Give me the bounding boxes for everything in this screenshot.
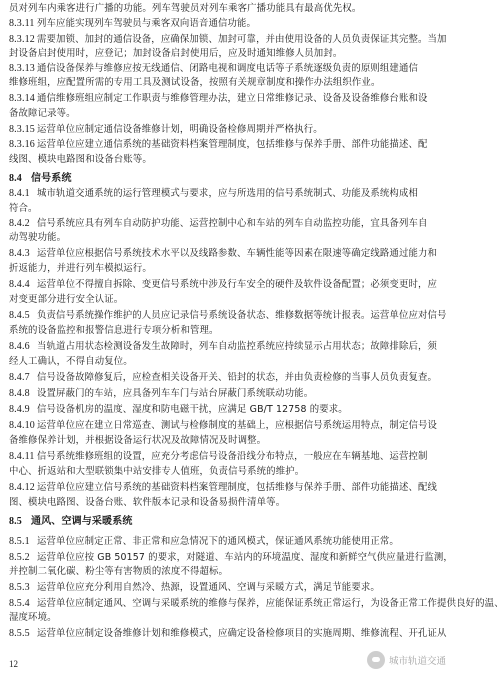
clause-number: 8.5.2 xyxy=(9,552,30,563)
paragraph-line xyxy=(9,93,457,105)
clause-text: 当轨道占用状态检测设备发生故障时，列车自动监控系统应持续显示占用状态；故障排除后，须 xyxy=(37,341,438,352)
clause-text: 中心、折返站和大型联锁集中站安排专人值班，负责信号系统的维护。 xyxy=(9,466,305,477)
clause-text: 负责信号系统操作维护的人员应记录信号系统设备状态、维修数据等统计报表。运营单位应对信号 xyxy=(37,310,447,321)
paragraph-line xyxy=(9,108,457,120)
clause-number: 8.4.11 xyxy=(9,451,35,462)
paragraph-line xyxy=(9,466,457,478)
clause-text: 运营单位应按 GB 50157 的要求，对隧道、车站内的环境温度、湿度和新鲜空气供应量进行监测， xyxy=(37,552,453,563)
clause-text: 运营单位不得擅自拆除、变更信号系统中涉及行车安全的硬件及软件设备配置；必须变更时，应 xyxy=(37,279,438,290)
clause-text: 对变更部分进行安全认证。 xyxy=(9,294,124,305)
clause-number: 8.5.3 xyxy=(9,582,30,593)
clause-number: 8.4.9 xyxy=(9,404,30,415)
clause-number: 8.4.2 xyxy=(9,218,30,229)
paragraph-line xyxy=(9,3,457,15)
paragraph-line xyxy=(9,248,457,260)
clause-text: 运营单位应充分利用自然冷、热源，设置通风、空调与采暖方式，满足节能要求。 xyxy=(37,582,380,593)
clause-number: 8.4.4 xyxy=(9,279,30,290)
paragraph-line xyxy=(9,628,457,640)
paragraph-line xyxy=(9,63,457,75)
clause-number: 8.5.5 xyxy=(9,628,30,639)
clause-text: 运营单位应制定正常、非正常和应急情况下的通风模式，保证通风系统功能使用正常。 xyxy=(37,536,399,547)
paragraph-line xyxy=(9,598,504,610)
clause-text: 列车应能实现列车驾驶员与乘客双向语音通信功能。 xyxy=(37,18,257,29)
clause-number: 8.3.13 xyxy=(9,63,35,74)
clause-text: 运营单位应建立信号系统的基础资料档案管理制度，包括维修与保养手册、部件功能描述、配线 xyxy=(37,482,438,493)
clause-text: 备故障记录等。 xyxy=(9,108,76,119)
clause-text: 动驾驶功能。 xyxy=(9,232,67,243)
paragraph-line xyxy=(9,188,457,200)
clause-number: 8.4 xyxy=(9,173,22,184)
paragraph-line xyxy=(9,451,457,463)
paragraph-line xyxy=(9,218,457,230)
clause-text: 维修班组，应配置所需的专用工具及测试设备，按照有关规章制度和操作办法组织作业。 xyxy=(9,77,381,88)
clause-text: 系统的设备监控和报警信息进行专项分析和管理。 xyxy=(9,325,219,336)
paragraph-line xyxy=(9,232,457,244)
paragraph-line xyxy=(9,435,457,447)
clause-number: 8.4.7 xyxy=(9,372,30,383)
clause-number: 8.4.1 xyxy=(9,188,30,199)
clause-text: 湿度环境。 xyxy=(9,612,57,623)
paragraph-line xyxy=(9,124,457,136)
clause-text: 需要加锁、加封的通信设备，应确保加锁、加封可靠，并由使用设备的人员负责保证其完整。当加 xyxy=(37,34,447,45)
clause-text: 城市轨道交通系统的运行管理模式与要求，应与所选用的信号系统制式、功能及系统构成相 xyxy=(37,188,419,199)
paragraph-line xyxy=(9,420,457,432)
clause-text: 信号设备故障修复后，应检查相关设备开关、铅封的状态，并由负责检修的当事人员负责复查。 xyxy=(37,372,438,383)
paragraph-line xyxy=(9,612,457,624)
clause-text: 员对列车内乘客进行广播的功能。列车驾驶员对列车乘客广播功能具有最高优先权。 xyxy=(9,3,362,14)
paragraph-line xyxy=(9,310,457,322)
clause-number: 8.5 xyxy=(9,516,22,527)
page-number: 12 xyxy=(9,659,18,669)
paragraph-line xyxy=(9,77,457,89)
paragraph-line xyxy=(9,404,457,416)
clause-number: 8.4.12 xyxy=(9,482,35,493)
clause-text: 通信维修班组应制定工作职责与维修管理办法，建立日常维修记录、设备及设备维修台账和设 xyxy=(37,93,428,104)
paragraph-line xyxy=(9,482,457,494)
clause-text: 线图、模块电路图和设备台账等。 xyxy=(9,154,152,165)
clause-text: 信号设备机房的温度、湿度和防电磁干扰，应满足 GB/T 12758 的要求。 xyxy=(37,404,348,415)
clause-number: 8.3.14 xyxy=(9,93,35,104)
clause-text: 运营单位应在建立日常巡查、测试与检修制度的基础上，应根据信号系统运用特点，制定信号设 xyxy=(37,420,438,431)
paragraph-line xyxy=(9,356,457,368)
paragraph-line xyxy=(9,372,457,384)
clause-text: 封设备启封使用时，应登记；加封设备启封使用后，应及时通知维修人员加封。 xyxy=(9,48,343,59)
paragraph-line xyxy=(9,566,457,578)
paragraph-line xyxy=(9,341,457,353)
clause-text: 并控制二氧化碳、粉尘等有害物质的浓度不得超标。 xyxy=(9,566,229,577)
clause-number: 8.3.11 xyxy=(9,18,35,29)
clause-number: 8.5.4 xyxy=(9,598,30,609)
paragraph-line xyxy=(9,325,457,337)
wechat-logo-icon xyxy=(367,651,385,669)
paragraph-line xyxy=(9,34,457,46)
clause-number: 8.4.8 xyxy=(9,388,30,399)
clause-number: 8.3.16 xyxy=(9,139,35,150)
clause-text: 折返能力，并进行列车模拟运行。 xyxy=(9,263,152,274)
paragraph-line xyxy=(9,582,457,594)
paragraph-line xyxy=(9,263,457,275)
paragraph-line xyxy=(9,294,457,306)
section-heading xyxy=(9,173,457,185)
paragraph-line xyxy=(9,139,457,151)
clause-text: 运营单位应制定设备维修计划和维修模式，应确定设备检修项目的实施周期、维修流程、开孔证从 xyxy=(37,628,447,639)
clause-number: 8.4.3 xyxy=(9,248,30,259)
paragraph-line xyxy=(9,279,457,291)
clause-text: 运营单位应制定通信设备维修计划，明确设备检修周期并严格执行。 xyxy=(37,124,323,135)
paragraph-line xyxy=(9,18,457,30)
clause-text: 信号系统 xyxy=(31,173,72,184)
clause-number: 8.4.10 xyxy=(9,420,35,431)
clause-text: 符合。 xyxy=(9,203,38,214)
paragraph-line xyxy=(9,536,457,548)
clause-text: 运营单位应根据信号系统技术水平以及线路参数、车辆性能等因素在限速等确定线路通过能力和 xyxy=(37,248,438,259)
clause-number: 8.4.6 xyxy=(9,341,30,352)
paragraph-line xyxy=(9,48,457,60)
clause-number: 8.3.15 xyxy=(9,124,35,135)
clause-text: 图、模块电路图、设备台账、软件版本记录和设备易损件清单等。 xyxy=(9,497,286,508)
clause-text: 备维修保养计划，并根据设备运行状况及故障情况及时调整。 xyxy=(9,435,267,446)
watermark xyxy=(367,650,463,670)
clause-text: 设置屏蔽门的车站，应具备列车车门与站台屏蔽门系统联动功能。 xyxy=(37,388,314,399)
clause-number: 8.4.5 xyxy=(9,310,30,321)
paragraph-line xyxy=(9,203,457,215)
paragraph-line xyxy=(9,154,457,166)
clause-text: 通风、空调与采暖系统 xyxy=(31,516,133,527)
clause-number: 8.3.12 xyxy=(9,34,35,45)
clause-text: 通信设备保养与维修应按无线通信、闭路电视和调度电话等子系统逐级负责的原则组建通信 xyxy=(37,63,419,74)
clause-number: 8.5.1 xyxy=(9,536,30,547)
paragraph-line xyxy=(9,497,457,509)
clause-text: 运营单位应建立通信系统的基础资料档案管理制度，包括维修与保养手册、部件功能描述、配 xyxy=(37,139,428,150)
clause-text: 运营单位应制定通风、空调与采暖系统的维修与保养，应能保证系统正常运行，为设备正常工作提供良好的温、 xyxy=(37,598,504,609)
paragraph-line xyxy=(9,552,457,564)
section-heading xyxy=(9,516,457,528)
watermark-text: 城市轨道交通 xyxy=(389,656,447,667)
paragraph-line xyxy=(9,388,457,400)
clause-text: 信号系统维修班组的设置，应充分考虑信号设备沿线分布特点，一般应在车辆基地、运营控制 xyxy=(37,451,428,462)
clause-text: 经人工确认，不得自动复位。 xyxy=(9,356,133,367)
clause-text: 信号系统应具有列车自动防护功能、运营控制中心和车站的列车自动监控功能，宜具备列车自 xyxy=(37,218,428,229)
